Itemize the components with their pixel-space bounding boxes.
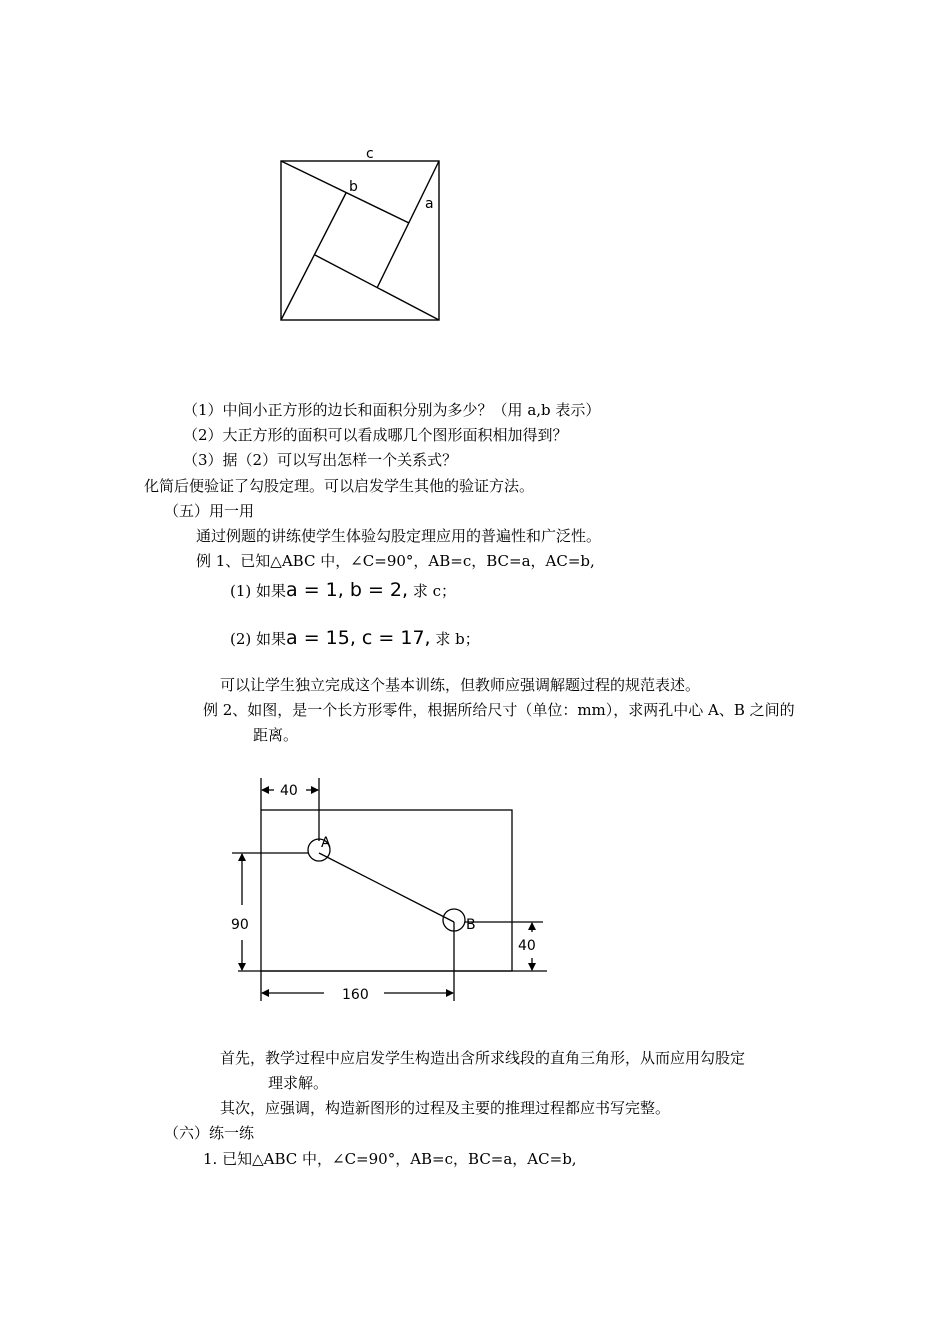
item1-math: a = 1, b = 2, [286, 579, 409, 601]
item1-suffix: 求 c； [412, 582, 456, 600]
dim-top-label: 40 [280, 783, 298, 799]
guidance-second: 其次，应强调，构造新图形的过程及主要的推理过程都应书写完整。 [220, 1099, 671, 1117]
question-3: （3）据（2）可以写出怎样一个关系式？ [183, 451, 458, 469]
example2-line1: 例 2、如图，是一个长方形零件，根据所给尺寸（单位：mm），求两孔中心 A、B 之间的 [203, 701, 795, 719]
point-b-label: B [466, 917, 476, 933]
dim-right-label: 40 [518, 938, 536, 954]
item2-prefix: (2) 如果 [230, 630, 287, 648]
section6-heading: （六）练一练 [164, 1124, 255, 1142]
example1-stem: 例 1、已知△ABC 中，∠C=90°，AB=c，BC=a，AC=b, [196, 552, 595, 570]
dim-bottom-label: 160 [342, 987, 369, 1003]
part-rectangle [261, 810, 512, 971]
label-a: a [425, 196, 434, 212]
segment-ab [319, 853, 454, 922]
section5-heading: （五）用一用 [164, 502, 255, 520]
question-2: （2）大正方形的面积可以看成哪几个图形面积相加得到？ [183, 426, 568, 444]
dim-left-label: 90 [231, 917, 249, 933]
example2-line2: 距离。 [253, 726, 299, 744]
section5-intro: 通过例题的讲练使学生体验勾股定理应用的普遍性和广泛性。 [196, 527, 602, 545]
teacher-note: 可以让学生独立完成这个基本训练，但教师应强调解题过程的规范表述。 [220, 676, 701, 694]
item2-suffix: 求 b； [435, 630, 480, 648]
section6-q1: 1. 已知△ABC 中，∠C=90°，AB=c，BC=a，AC=b, [203, 1150, 577, 1168]
question-1: （1）中间小正方形的边长和面积分别为多少？（用 a,b 表示） [183, 401, 601, 419]
item2-math: a = 15, c = 17, [286, 627, 431, 649]
label-c: c [366, 146, 374, 162]
summary-text: 化简后便验证了勾股定理。可以启发学生其他的验证方法。 [144, 477, 535, 495]
item1-prefix: (1) 如果 [230, 582, 287, 600]
guidance-first-line1: 首先，教学过程中应启发学生构造出含所求线段的直角三角形，从而应用勾股定 [220, 1049, 746, 1067]
guidance-first-line2: 理求解。 [268, 1074, 329, 1092]
label-b: b [349, 179, 358, 195]
point-a-label: A [321, 835, 331, 851]
